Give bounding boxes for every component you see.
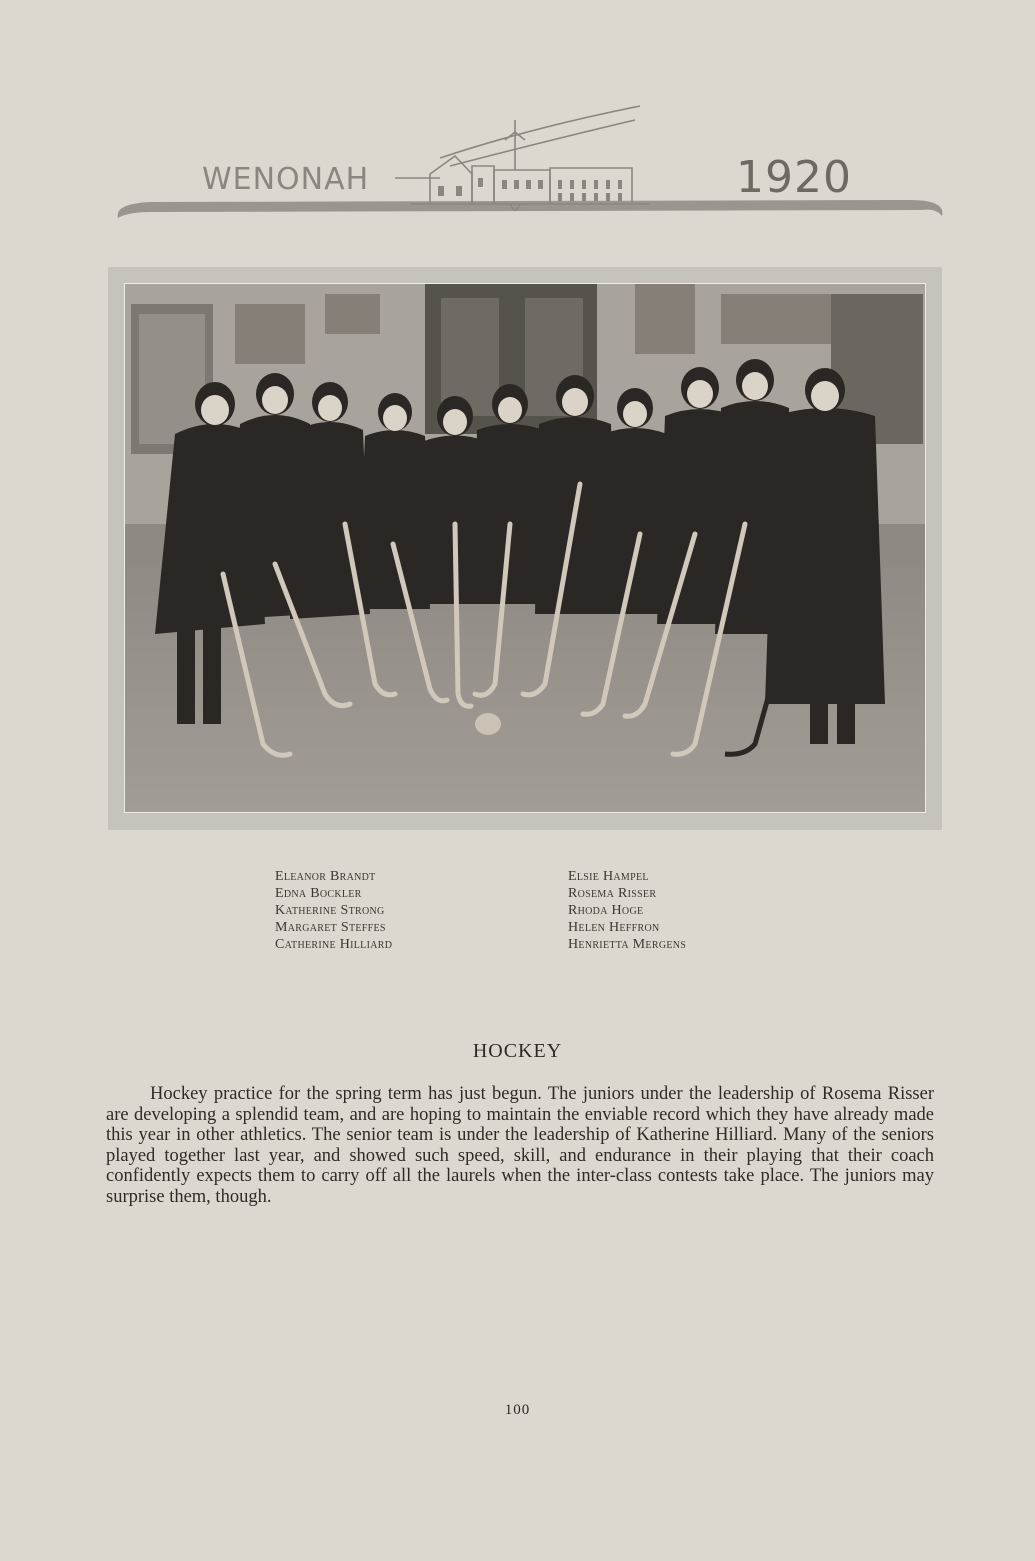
roster-name: Helen Heffron	[568, 920, 660, 935]
team-photo-frame	[108, 267, 942, 830]
roster-name: Elsie Hampel	[568, 869, 649, 884]
roster-right	[568, 868, 686, 953]
roster-name: Edna Bockler	[275, 886, 362, 901]
header-banner	[110, 100, 950, 230]
roster-name: Margaret Steffes	[275, 920, 386, 935]
banner-title: WENONAH	[202, 162, 370, 197]
banner-year: 1920	[736, 152, 852, 203]
page-number: 100	[504, 1402, 531, 1418]
roster-name: Rhoda Hoge	[568, 903, 644, 918]
roster-name: Eleanor Brandt	[275, 869, 376, 884]
roster-name: Katherine Strong	[275, 903, 385, 918]
article-heading: HOCKEY	[472, 1040, 563, 1062]
article-body: Hockey practice for the spring term has just begun. The juniors under the leadership of Rosema Risser are developing a splendid team, and are hoping to maintain the enviable record which they have already made this year in other athletics. The senior team is under the leadership of Katherine Hilliard. Many of the seniors played together last year, and showed such speed, skill, and endurance in their playing that their coach confidently expects them to carry off all the laurels when the inter-class contests take place. The juniors may surprise them, though.	[106, 1084, 934, 1207]
roster-name: Catherine Hilliard	[275, 937, 393, 952]
roster-name: Rosema Risser	[568, 886, 657, 901]
roster-left	[275, 868, 392, 953]
roster-name: Henrietta Mergens	[568, 937, 687, 952]
team-photo-icon	[125, 284, 925, 812]
team-photo	[124, 283, 926, 813]
